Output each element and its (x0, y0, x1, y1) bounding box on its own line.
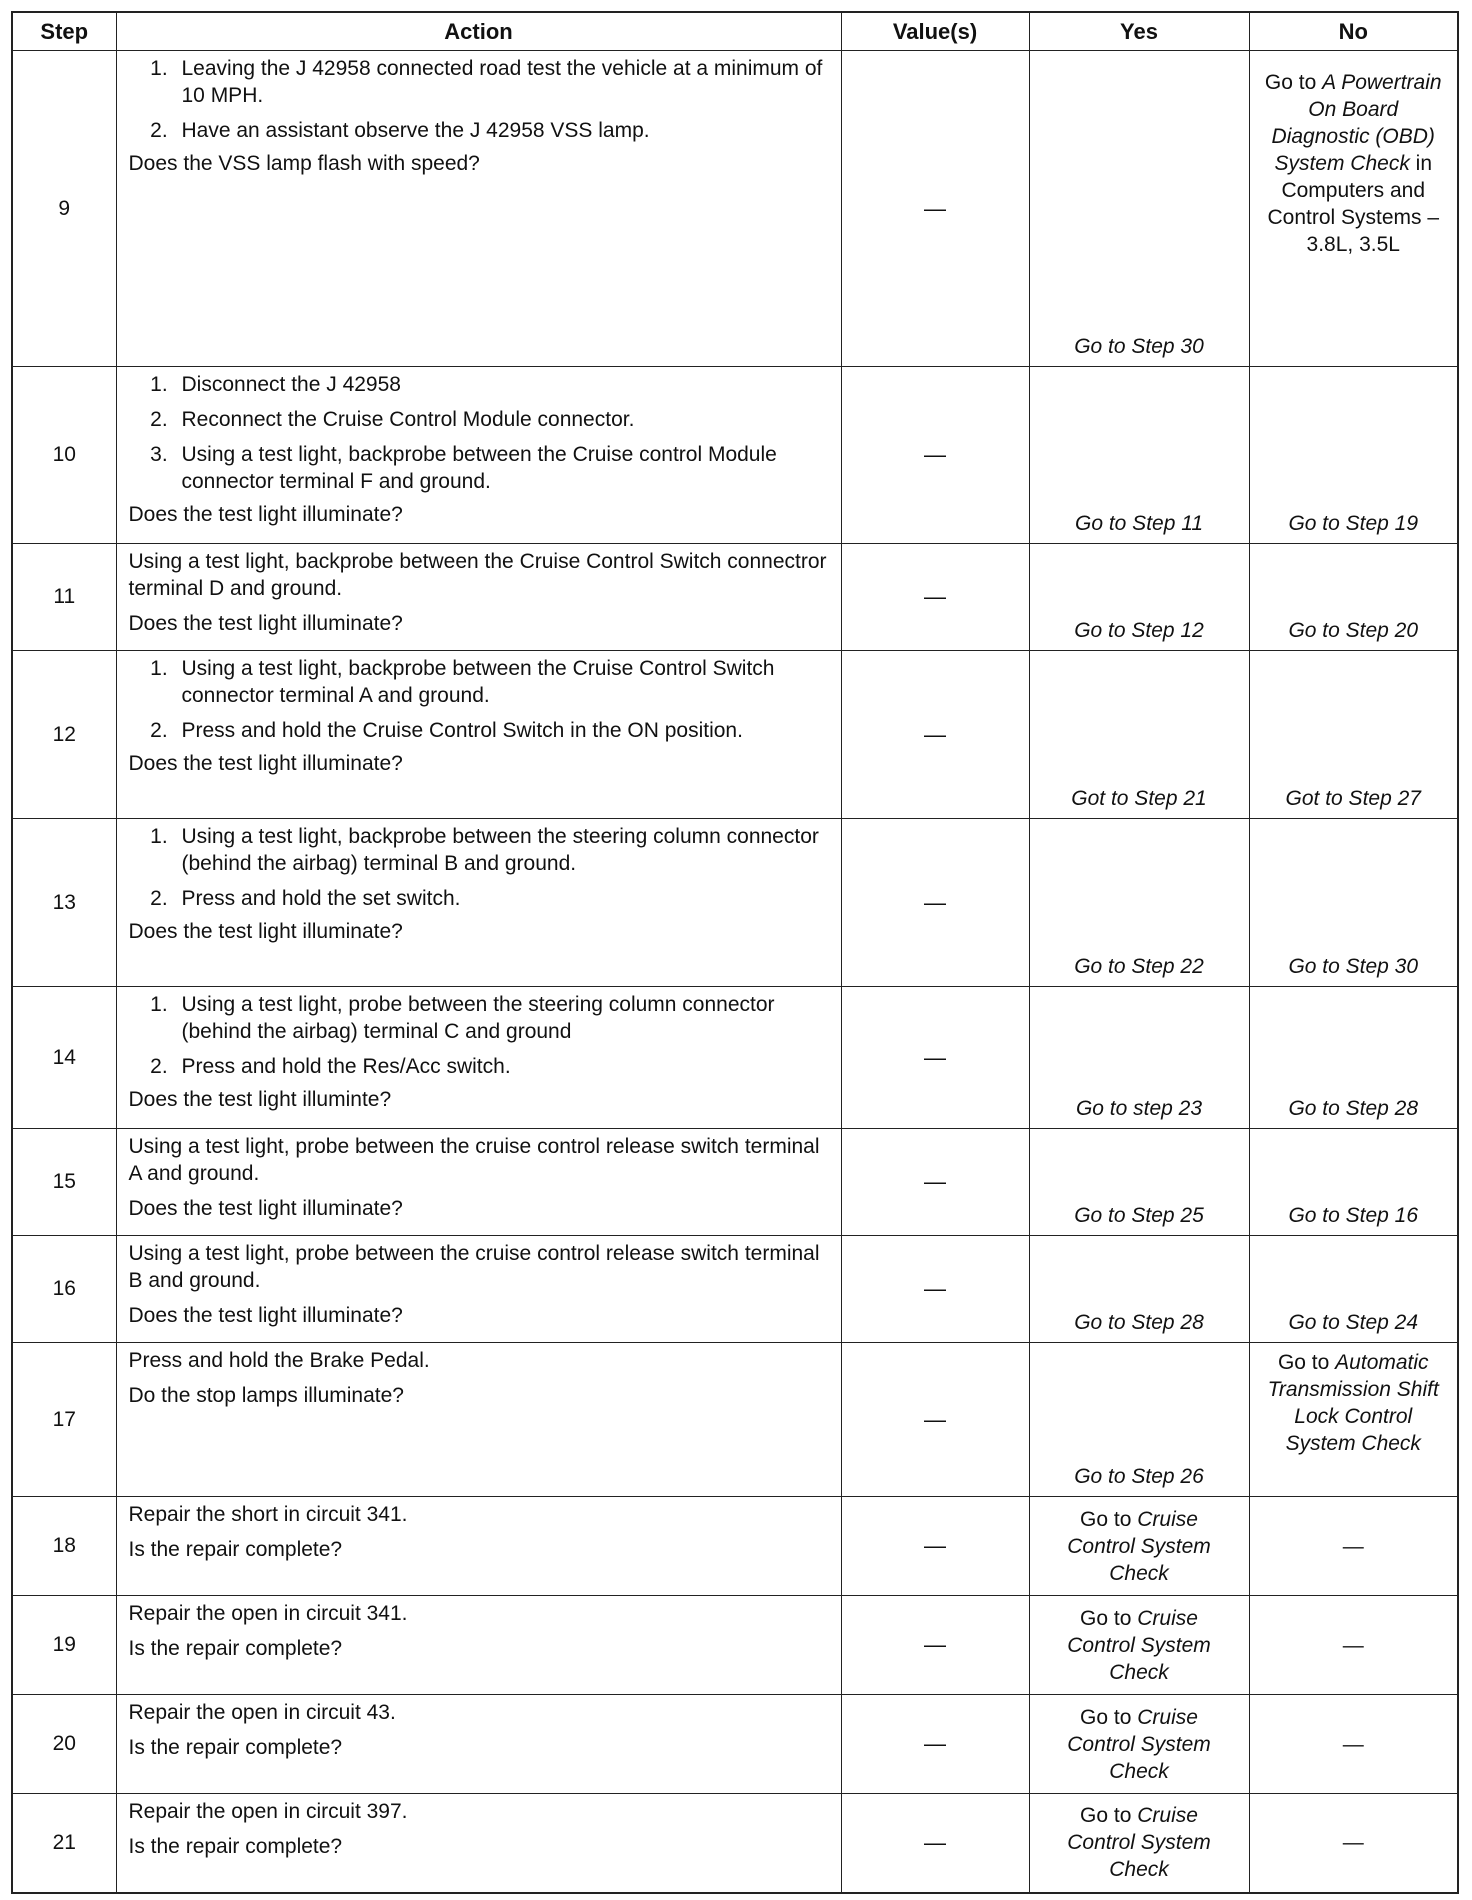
action-question: Do the stop lamps illuminate? (128, 1384, 404, 1407)
yes-link-target[interactable]: Cruise Control System Check (1067, 1804, 1211, 1882)
step-number: 13 (12, 819, 116, 987)
action-item: 3. Using a test light, backprobe between the Cruise control Module connector terminal F and ground. (174, 441, 833, 495)
action-cell (116, 651, 841, 819)
value-cell: — (841, 819, 1029, 987)
step-number: 19 (12, 1596, 116, 1695)
action-question: Is the repair complete? (128, 1736, 343, 1759)
step-number: 10 (12, 367, 116, 544)
yes-link[interactable] (1029, 987, 1249, 1129)
action-cell (116, 1695, 841, 1794)
no-link[interactable] (1249, 51, 1458, 367)
yes-link-text[interactable]: Go to step 23 (1075, 1097, 1203, 1120)
action-question: Does the test light illuminte? (128, 1088, 392, 1111)
action-cell (116, 987, 841, 1129)
yes-link-text[interactable]: Go to Step 26 (1074, 1465, 1204, 1488)
yes-link-text[interactable]: Go to Step 28 (1074, 1311, 1204, 1334)
table-row-step-13 (12, 819, 1458, 987)
no-link-text[interactable]: Go to Step 16 (1288, 1204, 1419, 1227)
action-text: Using a test light, probe between the cruise control release switch terminal A and ground. (128, 1135, 820, 1185)
yes-link[interactable] (1029, 651, 1249, 819)
table-row-step-10 (12, 367, 1458, 544)
value-cell: — (841, 1236, 1029, 1343)
diagnostic-document (11, 11, 1457, 1894)
no-link[interactable] (1249, 819, 1458, 987)
no-link[interactable] (1249, 1129, 1458, 1236)
no-link-text[interactable]: Go to Step 24 (1288, 1311, 1419, 1334)
step-number: 17 (12, 1343, 116, 1497)
table-row-step-19 (12, 1596, 1458, 1695)
header-row (12, 12, 1458, 51)
action-cell (116, 819, 841, 987)
yes-link[interactable] (1029, 367, 1249, 544)
header-values: Value(s) (841, 12, 1029, 51)
yes-link[interactable] (1029, 1695, 1249, 1794)
action-item: 2. Press and hold the set switch. (174, 885, 833, 912)
step-number: 11 (12, 544, 116, 651)
step-number: 12 (12, 651, 116, 819)
action-question: Does the test light illuminate? (128, 1197, 403, 1220)
no-link-target[interactable]: A Powertrain On Board Diagnostic (OBD) System Check (1271, 71, 1442, 175)
no-link-text[interactable]: Go to Step 30 (1288, 955, 1419, 978)
yes-link-text[interactable]: Got to Step 21 (1071, 787, 1207, 810)
no-link-text[interactable]: Got to Step 27 (1285, 787, 1421, 810)
action-question: Does the test light illuminate? (128, 920, 403, 943)
step-number: 9 (12, 51, 116, 367)
action-item: 1. Using a test light, backprobe between the steering column connector (behind the airbag) terminal B and ground. (174, 823, 833, 877)
yes-link-text[interactable]: Go to Step 12 (1074, 619, 1204, 642)
action-question: Does the test light illuminate? (128, 503, 403, 526)
action-cell (116, 1236, 841, 1343)
table-row-step-14 (12, 987, 1458, 1129)
step-number: 20 (12, 1695, 116, 1794)
action-item: 2. Press and hold the Res/Acc switch. (174, 1053, 833, 1080)
action-item: 1. Leaving the J 42958 connected road test the vehicle at a minimum of 10 MPH. (174, 55, 833, 109)
no-link[interactable] (1249, 544, 1458, 651)
value-cell: — (841, 1794, 1029, 1893)
yes-link-text[interactable]: Go to Step 22 (1074, 955, 1204, 978)
no-link: — (1249, 1497, 1458, 1596)
action-question: Is the repair complete? (128, 1538, 343, 1561)
no-link: — (1249, 1596, 1458, 1695)
action-question: Does the test light illuminate? (128, 612, 403, 635)
action-cell (116, 1497, 841, 1596)
action-cell (116, 1596, 841, 1695)
value-cell: — (841, 544, 1029, 651)
action-text: Using a test light, backprobe between the Cruise Control Switch connectror terminal D and ground. (128, 550, 827, 600)
yes-link-target[interactable]: Cruise Control System Check (1067, 1606, 1211, 1684)
table-row-step-17 (12, 1343, 1458, 1497)
no-link-text[interactable]: Go to Step 20 (1288, 619, 1419, 642)
action-cell (116, 544, 841, 651)
no-link[interactable] (1249, 987, 1458, 1129)
action-question: Does the VSS lamp flash with speed? (128, 152, 480, 175)
yes-link-text[interactable]: Go to Step 30 (1074, 335, 1204, 358)
action-question: Is the repair complete? (128, 1637, 343, 1660)
no-link-prefix: Go to (1264, 71, 1317, 94)
no-link-text[interactable]: Go to Step 19 (1288, 512, 1419, 535)
action-question: Does the test light illuminate? (128, 752, 403, 775)
value-cell: — (841, 651, 1029, 819)
yes-link-prefix: Go to (1080, 1507, 1132, 1531)
table-row-step-21 (12, 1794, 1458, 1893)
yes-link-text[interactable]: Go to Step 11 (1074, 512, 1204, 535)
yes-link-prefix: Go to (1080, 1804, 1132, 1828)
action-cell (116, 1343, 841, 1497)
action-question: Does the test light illuminate? (128, 1304, 403, 1327)
table-row-step-12 (12, 651, 1458, 819)
yes-link[interactable] (1029, 1236, 1249, 1343)
value-cell: — (841, 1695, 1029, 1794)
yes-link[interactable] (1029, 1343, 1249, 1497)
value-cell: — (841, 1497, 1029, 1596)
action-item: 1. Using a test light, backprobe between the Cruise Control Switch connector terminal A and ground. (174, 655, 833, 709)
value-cell: — (841, 1129, 1029, 1236)
value-cell: — (841, 1343, 1029, 1497)
action-text: Repair the open in circuit 397. (128, 1800, 408, 1823)
value-cell: — (841, 1596, 1029, 1695)
no-link-target[interactable]: Automatic Transmission Shift Lock Control System Check (1267, 1351, 1439, 1455)
action-item: 2. Have an assistant observe the J 42958 VSS lamp. (174, 117, 833, 144)
step-number: 21 (12, 1794, 116, 1893)
table-row-step-16 (12, 1236, 1458, 1343)
yes-link-target[interactable]: Cruise Control System Check (1067, 1705, 1211, 1783)
action-text: Using a test light, probe between the cruise control release switch terminal B and ground. (128, 1242, 820, 1292)
yes-link-text[interactable]: Go to Step 25 (1074, 1204, 1204, 1227)
action-question: Is the repair complete? (128, 1835, 343, 1858)
yes-link[interactable] (1029, 544, 1249, 651)
no-link[interactable] (1249, 1236, 1458, 1343)
action-item: 1. Using a test light, probe between the steering column connector (behind the airbag) terminal C and ground (174, 991, 833, 1045)
table-row-step-20 (12, 1695, 1458, 1794)
step-number: 16 (12, 1236, 116, 1343)
no-link: — (1249, 1794, 1458, 1893)
no-link-suffix: in Computers and Control Systems – 3.8L, 3.5L (1267, 152, 1440, 256)
action-text: Repair the open in circuit 341. (128, 1602, 408, 1625)
diagnostic-table (11, 11, 1459, 1894)
no-link[interactable] (1249, 651, 1458, 819)
action-cell (116, 367, 841, 544)
header-step: Step (12, 12, 116, 51)
step-number: 18 (12, 1497, 116, 1596)
header-action: Action (116, 12, 841, 51)
action-cell (116, 51, 841, 367)
no-link[interactable] (1249, 1343, 1458, 1497)
yes-link[interactable] (1029, 1596, 1249, 1695)
table-row-step-15 (12, 1129, 1458, 1236)
value-cell: — (841, 51, 1029, 367)
action-text: Repair the open in circuit 43. (128, 1701, 396, 1724)
no-link[interactable] (1249, 367, 1458, 544)
table-row-step-18 (12, 1497, 1458, 1596)
action-text: Press and hold the Brake Pedal. (128, 1349, 430, 1372)
no-link-text[interactable]: Go to Step 28 (1288, 1097, 1419, 1120)
yes-link[interactable] (1029, 1129, 1249, 1236)
action-cell (116, 1794, 841, 1893)
action-item: 2. Reconnect the Cruise Control Module connector. (174, 406, 833, 433)
action-cell (116, 1129, 841, 1236)
action-text: Repair the short in circuit 341. (128, 1503, 408, 1526)
yes-link[interactable] (1029, 1794, 1249, 1893)
yes-link[interactable] (1029, 819, 1249, 987)
table-row-step-11 (12, 544, 1458, 651)
yes-link-target[interactable]: Cruise Control System Check (1067, 1507, 1211, 1585)
step-number: 15 (12, 1129, 116, 1236)
header-no: No (1249, 12, 1458, 51)
yes-link-prefix: Go to (1080, 1705, 1132, 1729)
action-item: 1. Disconnect the J 42958 (174, 371, 833, 398)
yes-link[interactable] (1029, 1497, 1249, 1596)
value-cell: — (841, 367, 1029, 544)
no-link-prefix: Go to (1277, 1351, 1330, 1374)
no-link: — (1249, 1695, 1458, 1794)
step-number: 14 (12, 987, 116, 1129)
table-row-step-9 (12, 51, 1458, 367)
header-yes: Yes (1029, 12, 1249, 51)
yes-link-prefix: Go to (1080, 1606, 1132, 1630)
yes-link[interactable] (1029, 51, 1249, 367)
action-item: 2. Press and hold the Cruise Control Switch in the ON position. (174, 717, 833, 744)
value-cell: — (841, 987, 1029, 1129)
